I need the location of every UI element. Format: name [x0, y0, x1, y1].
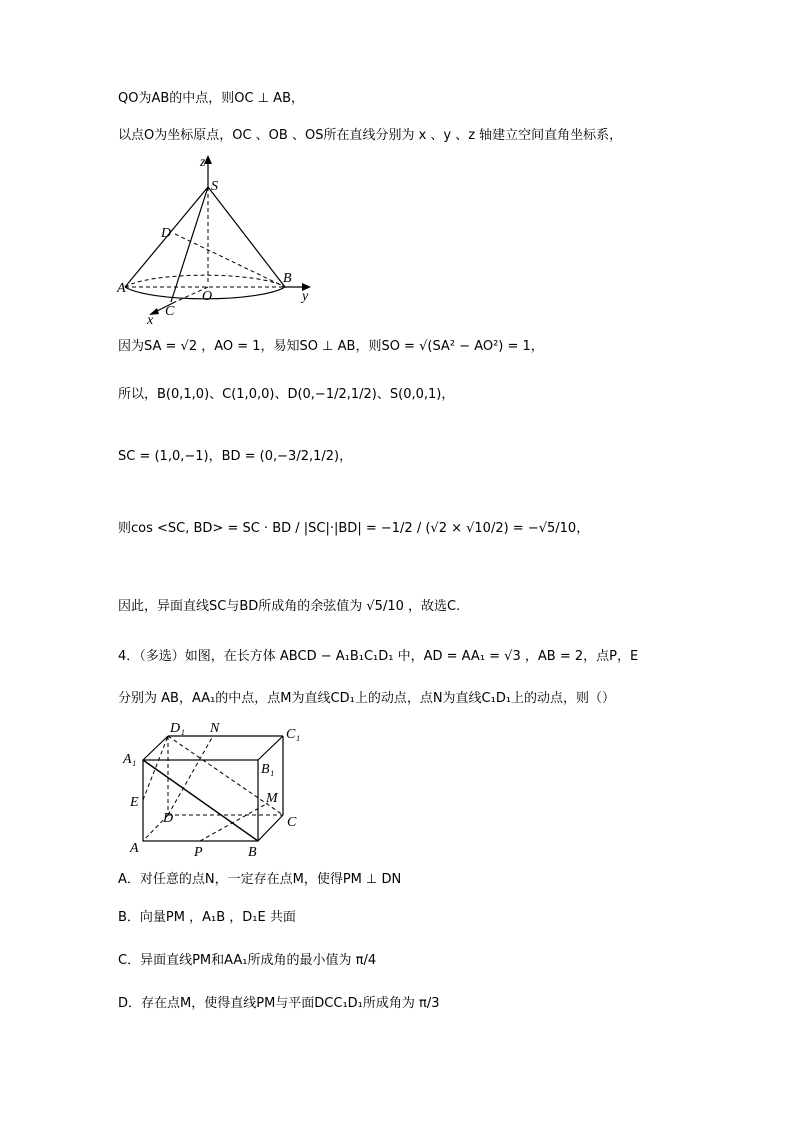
label-A: A — [130, 841, 139, 856]
label-B: B — [248, 845, 257, 860]
label-A1: A₁ — [123, 752, 137, 767]
label-E: E — [130, 795, 139, 810]
option-d-text: D．存在点M，使得直线PM与平面DCC₁D₁所成角为 π/3 — [118, 996, 440, 1011]
text-line-3 — [118, 338, 544, 356]
label-z: z — [200, 155, 206, 170]
label-P: P — [194, 845, 203, 860]
label-y: y — [302, 289, 309, 304]
line-2-text: 以点O为坐标原点，OC 、OB 、OS所在直线分别为 x 、y 、z 轴建立空间直角坐标系， — [118, 128, 623, 143]
text-line-2 — [118, 127, 622, 145]
text-line-6: 则cos <SC, BD> = SC · BD / |SC|·|BD| = −1/2 / (√2 × √10/2) = −√5/10， — [118, 521, 590, 536]
question-4-line-1 — [118, 648, 638, 666]
option-b — [118, 909, 296, 927]
option-c — [118, 952, 376, 970]
line-3-text: 因为SA = √2 ，AO = 1，易知SO ⊥ AB，则SO = √(SA² − AO²) = 1， — [118, 339, 544, 354]
line-6-eq: −1/2 / (√2 × √10/2) = −√5/10， — [380, 521, 590, 536]
label-B: B — [283, 271, 292, 286]
option-d — [118, 995, 440, 1013]
label-A: A — [117, 281, 126, 296]
question-4-line-2 — [118, 690, 615, 708]
text-line-1 — [118, 90, 304, 108]
option-c-text: C．异面直线PM和AA₁所成角的最小值为 π/4 — [118, 953, 377, 968]
line-6-mid: SC · BD / |SC|·|BD| — [242, 521, 362, 536]
label-C1: C₁ — [286, 727, 301, 742]
label-B1: B₁ — [261, 762, 275, 777]
line-7-text: 因此，异面直线SC与BD所成角的余弦值为 √5/10 ，故选C. — [118, 599, 461, 614]
line-5-text: SC = (1,0,−1)，BD = (0,−3/2,1/2)， — [118, 449, 353, 464]
line-4-text: 所以，B(0,1,0)、C(1,0,0)、D(0,−1/2,1/2)、S(0,0,1)， — [118, 387, 455, 402]
label-D1: D₁ — [170, 721, 185, 736]
line-6-prefix: 则cos <SC, BD> = — [118, 521, 239, 536]
line-1-text: QO为AB的中点，则OC ⊥ AB， — [118, 91, 304, 106]
label-M: M — [266, 791, 278, 806]
cuboid-figure — [118, 718, 318, 863]
text-line-7 — [118, 598, 460, 616]
label-C: C — [287, 815, 297, 830]
cone-figure — [115, 152, 320, 327]
label-S: S — [211, 179, 218, 194]
label-D: D — [163, 811, 174, 826]
q4-line-1-text: 4．（多选）如图，在长方体 ABCD − A₁B₁C₁D₁ 中，AD = AA₁ = √3 ，AB = 2，点P，E — [118, 649, 639, 664]
label-x: x — [147, 313, 154, 327]
option-a — [118, 871, 401, 889]
option-a-text: A．对任意的点N，一定存在点M，使得PM ⊥ DN — [118, 872, 402, 887]
label-O: O — [202, 289, 213, 304]
q4-line-2-text: 分别为 AB，AA₁的中点，点M为直线CD₁上的动点，点N为直线C₁D₁上的动点，则（） — [118, 691, 616, 706]
label-N: N — [210, 721, 220, 736]
text-line-4 — [118, 386, 454, 404]
label-D: D — [161, 226, 172, 241]
text-line-5 — [118, 448, 352, 466]
option-b-text: B．向量PM ，A₁B ，D₁E 共面 — [118, 910, 296, 925]
label-C: C — [165, 304, 175, 319]
